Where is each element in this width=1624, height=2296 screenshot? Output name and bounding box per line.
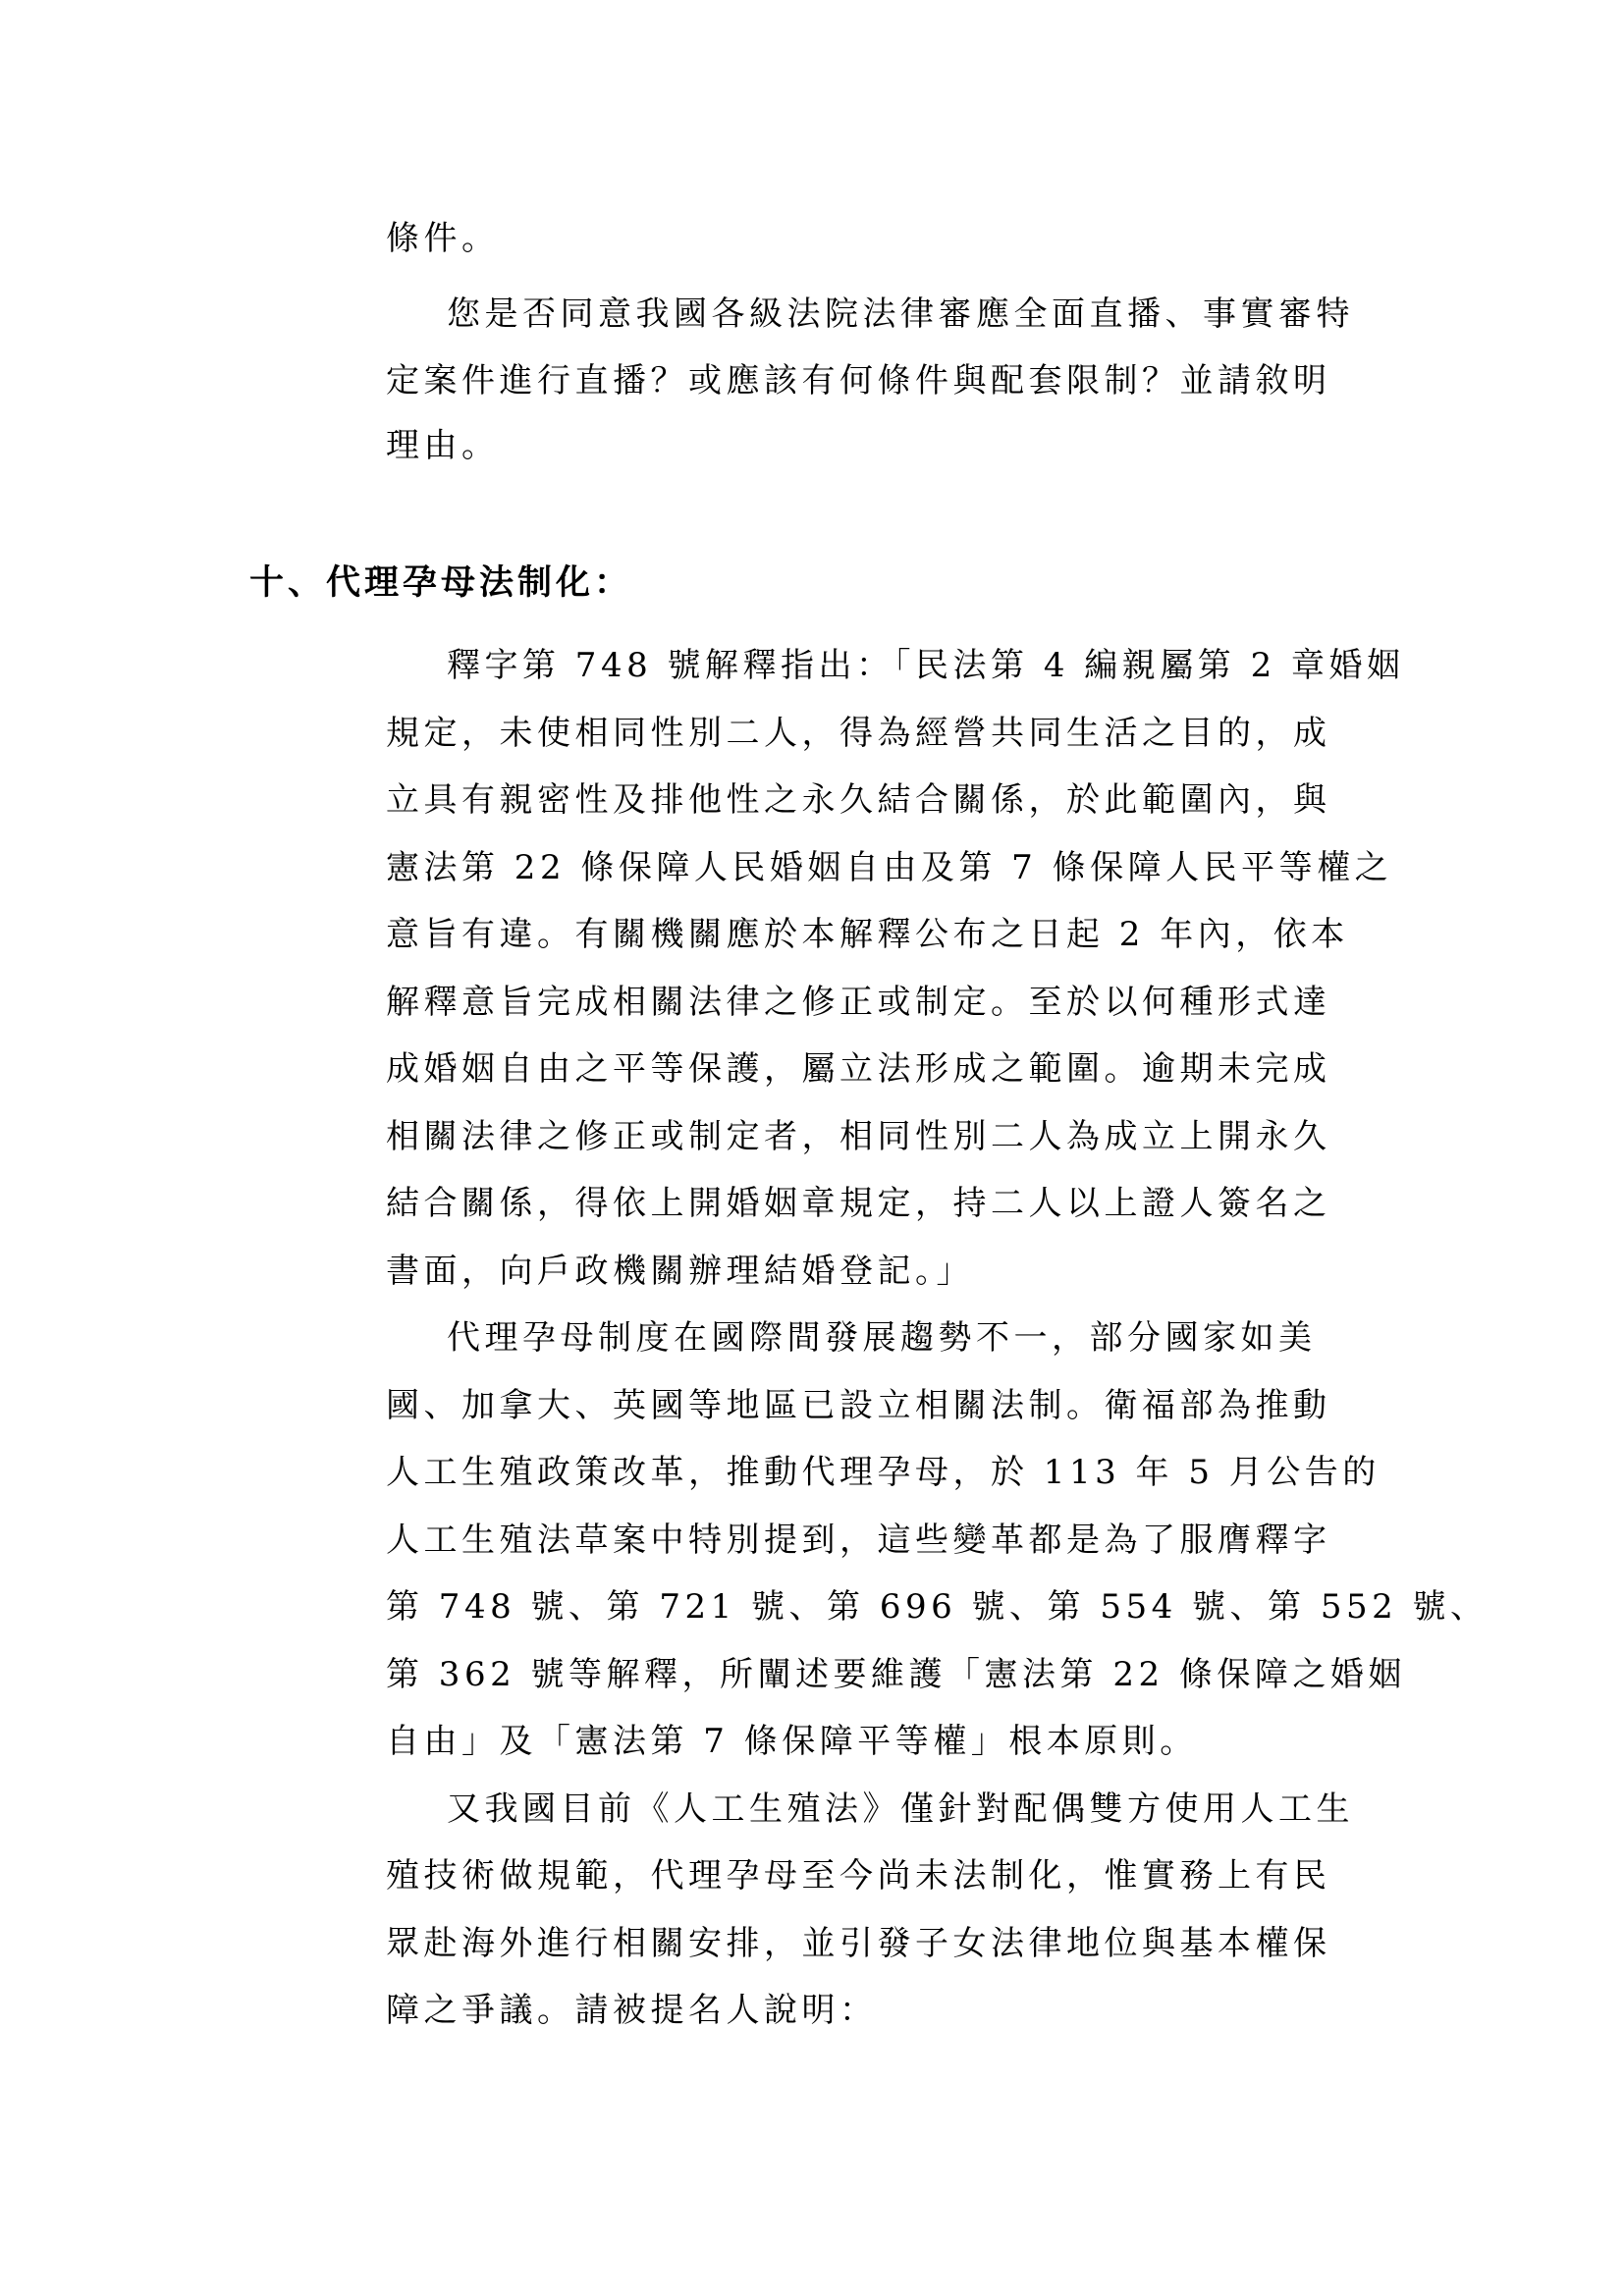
paragraph-line: 結合關係，得依上開婚姻章規定，持二人以上證人簽名之 [386,1184,1331,1223]
intro-line: 您是否同意我國各級法院法律審應全面直播、事實審特 [447,294,1354,334]
intro-line: 條件。 [386,219,500,258]
paragraph-line: 書面，向戶政機關辦理結婚登記。」 [386,1252,974,1291]
paragraph-line: 釋字第 748 號解釋指出：「民法第 4 編親屬第 2 章婚姻 [447,646,1405,685]
paragraph-line: 第 362 號等解釋，所闡述要維護「憲法第 22 條保障之婚姻 [386,1655,1406,1694]
paragraph-line: 殖技術做規範，代理孕母至今尚未法制化，惟實務上有民 [386,1856,1331,1896]
paragraph-line: 意旨有違。有關機關應於本解釋公布之日起 2 年內，依本 [386,915,1349,954]
paragraph-line: 國、加拿大、英國等地區已設立相關法制。衛福部為推動 [386,1386,1331,1425]
paragraph-line: 眾赴海外進行相關安排，並引發子女法律地位與基本權保 [386,1924,1331,1963]
paragraph-line: 相關法律之修正或制定者，相同性別二人為成立上開永久 [386,1117,1331,1156]
paragraph-line: 第 748 號、第 721 號、第 696 號、第 554 號、第 552 號、 [386,1587,1489,1627]
paragraph-line: 規定，未使相同性別二人，得為經營共同生活之目的，成 [386,714,1331,753]
paragraph-line: 人工生殖法草案中特別提到，這些變革都是為了服膺釋字 [386,1521,1331,1560]
paragraph-line: 又我國目前《人工生殖法》僅針對配偶雙方使用人工生 [447,1789,1354,1829]
paragraph-line: 解釋意旨完成相關法律之修正或制定。至於以何種形式達 [386,983,1331,1022]
section-heading: 十、代理孕母法制化： [249,562,633,603]
paragraph-line: 成婚姻自由之平等保護，屬立法形成之範圍。逾期未完成 [386,1049,1331,1089]
paragraph-line: 憲法第 22 條保障人民婚姻自由及第 7 條保障人民平等權之 [386,848,1393,887]
intro-line: 理由。 [386,426,500,465]
paragraph-line: 人工生殖政策改革，推動代理孕母，於 113 年 5 月公告的 [386,1453,1380,1492]
paragraph-line: 立具有親密性及排他性之永久結合關係，於此範圍內，與 [386,780,1331,820]
intro-line: 定案件進行直播？或應該有何條件與配套限制？並請敘明 [386,361,1331,400]
paragraph-line: 障之爭議。請被提名人說明： [386,1991,878,2030]
paragraph-line: 自由」及「憲法第 7 條保障平等權」根本原則。 [386,1722,1198,1761]
paragraph-line: 代理孕母制度在國際間發展趨勢不一，部分國家如美 [447,1318,1317,1358]
